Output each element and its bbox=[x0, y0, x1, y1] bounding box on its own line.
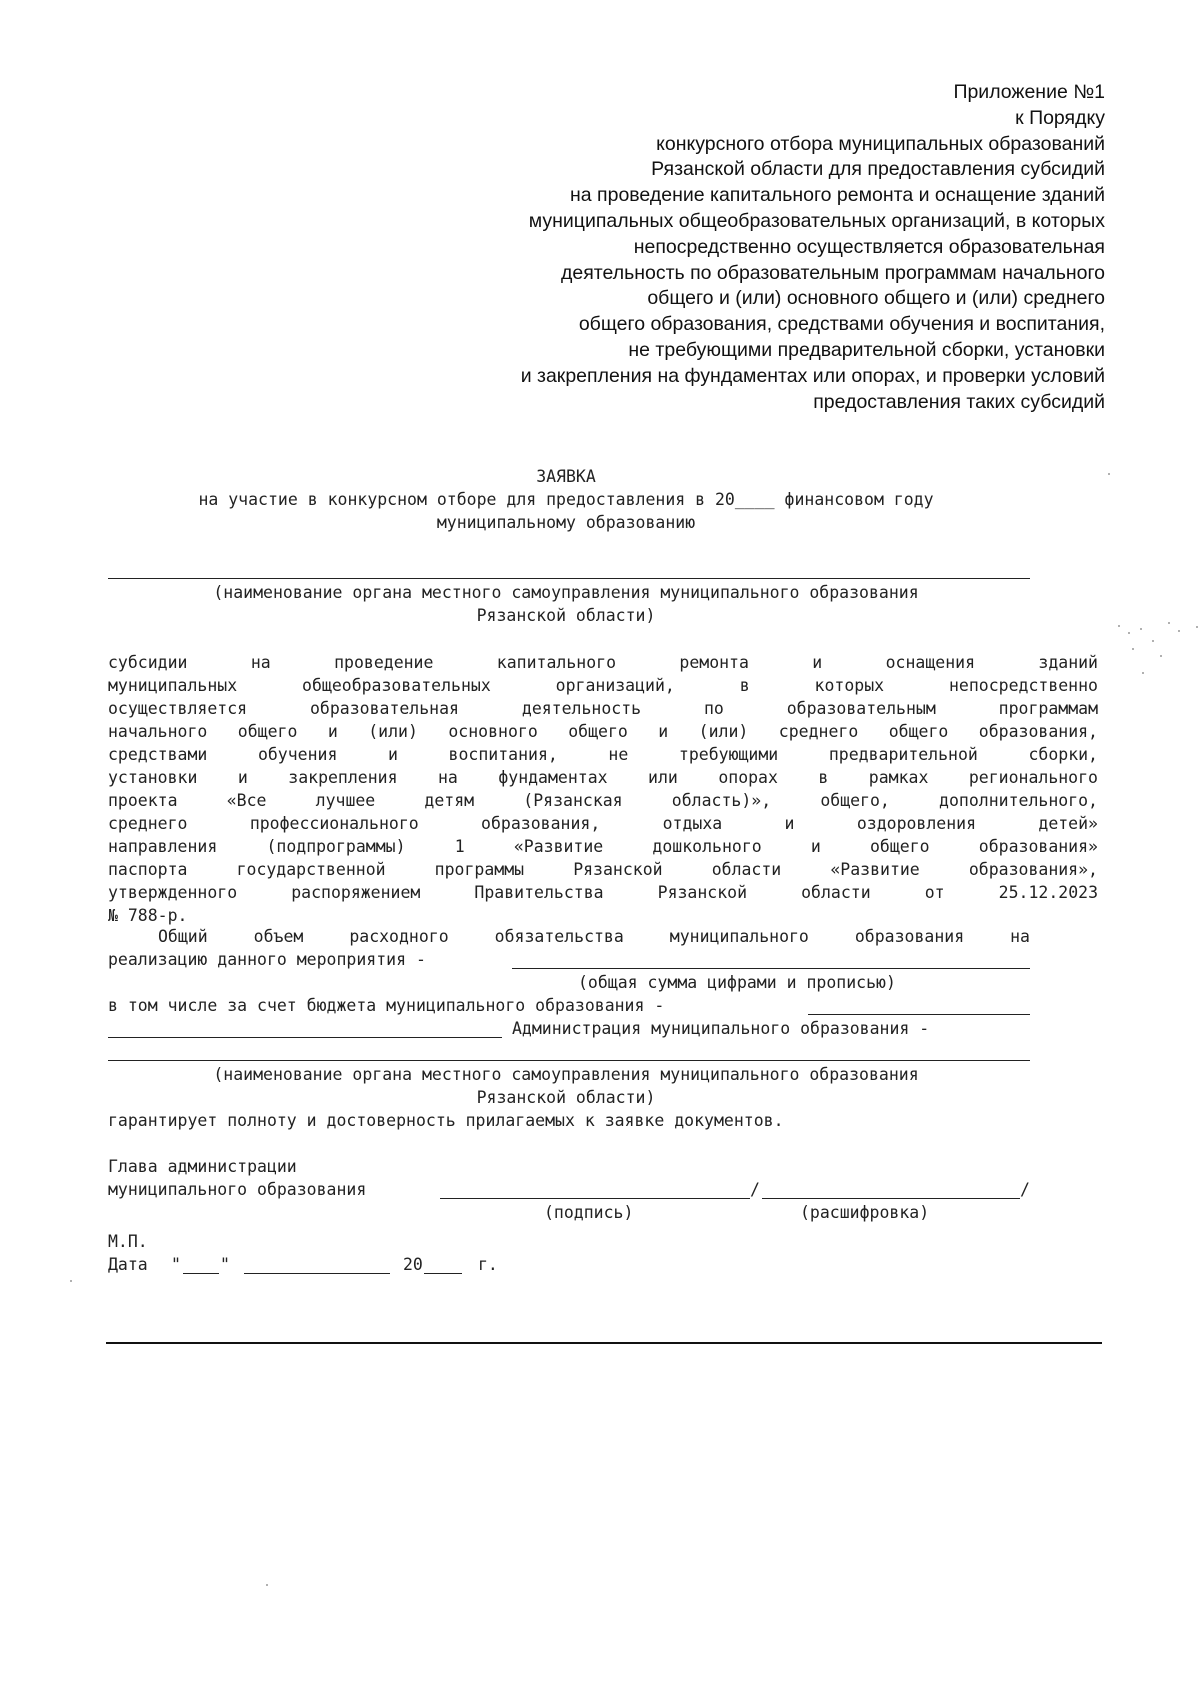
header-line: муниципальных общеобразовательных организаций, в которых bbox=[528, 209, 1105, 232]
sign-caption: (подпись) bbox=[544, 1203, 634, 1222]
header-line: общего образования, средствами обучения и воспитания, bbox=[578, 313, 1105, 336]
date-label: Дата bbox=[108, 1255, 148, 1274]
body-line: начального общего и (или) основного общего и (или) среднего общего образования, bbox=[108, 722, 1098, 741]
org-caption-2-line-1: (наименование органа местного самоуправления муниципального образования bbox=[213, 1065, 919, 1084]
date-quote-open: " bbox=[171, 1255, 181, 1274]
signature-field-line[interactable] bbox=[440, 1198, 750, 1199]
body-line: осуществляется образовательная деятельность по образовательным программам bbox=[108, 699, 1098, 718]
scan-speck bbox=[1132, 648, 1134, 650]
date-day-field-line[interactable] bbox=[183, 1273, 219, 1274]
signature-title-line-1: Глава администрации bbox=[108, 1157, 297, 1176]
scan-speck bbox=[1168, 622, 1170, 624]
header-line: непосредственно осуществляется образовательная bbox=[633, 235, 1105, 258]
total-amount-field-line[interactable] bbox=[512, 968, 1030, 969]
body-line: утвержденного распоряжением Правительства Рязанской области от 25.12.2023 bbox=[108, 883, 1098, 902]
scan-speck bbox=[1118, 625, 1120, 627]
header-line: не требующими предварительной сборки, установки bbox=[628, 338, 1105, 361]
volume-line: Общий объем расходного обязательства муниципального образования на bbox=[158, 927, 1030, 946]
header-line: Приложение №1 bbox=[953, 81, 1105, 103]
title-line-1: на участие в конкурсном отборе для предоставления в 20____ финансовом году bbox=[198, 490, 934, 509]
volume-prefix: реализацию данного мероприятия - bbox=[108, 950, 426, 969]
body-line: среднего профессионального образования, отдыха и оздоровления детей» bbox=[108, 814, 1098, 833]
scan-speck bbox=[1196, 626, 1198, 628]
body-line: направления (подпрограммы) 1 «Развитие дошкольного и общего образования» bbox=[108, 837, 1098, 856]
org-caption-1-line-2: Рязанской области) bbox=[476, 606, 656, 625]
body-line: средствами обучения и воспитания, не требующими предварительной сборки, bbox=[108, 745, 1098, 764]
body-line: муниципальных общеобразовательных организаций, в которых непосредственно bbox=[108, 676, 1098, 695]
decode-caption: (расшифровка) bbox=[800, 1203, 930, 1222]
org-name-2-field-line[interactable] bbox=[108, 1060, 1030, 1061]
date-year-suffix: г. bbox=[478, 1255, 498, 1274]
scan-speck bbox=[1128, 632, 1130, 634]
header-line: к Порядку bbox=[1015, 106, 1105, 129]
header-line: Рязанской области для предоставления субсидий bbox=[651, 158, 1105, 181]
org-caption-2-line-2: Рязанской области) bbox=[476, 1088, 656, 1107]
volume-caption: (общая сумма цифрами и прописью) bbox=[578, 973, 896, 992]
scan-speck bbox=[1160, 655, 1162, 657]
scan-speck bbox=[266, 1584, 268, 1586]
date-month-field-line[interactable] bbox=[244, 1273, 390, 1274]
budget-prefix: в том числе за счет бюджета муниципального образования - bbox=[108, 996, 665, 1015]
admin-prefix-field-line[interactable] bbox=[108, 1037, 502, 1038]
header-line: общего и (или) основного общего и (или) среднего bbox=[647, 287, 1105, 310]
body-last-line: № 788-р. bbox=[108, 906, 188, 925]
scan-speck bbox=[1140, 628, 1142, 630]
name-decode-field-line[interactable] bbox=[762, 1198, 1020, 1199]
date-quote-close: " bbox=[220, 1255, 230, 1274]
header-line: предоставления таких субсидий bbox=[813, 390, 1105, 413]
scan-speck bbox=[1108, 473, 1110, 475]
date-year-field-line[interactable] bbox=[424, 1273, 462, 1274]
bottom-divider bbox=[106, 1342, 1102, 1344]
document-title: ЗАЯВКА bbox=[536, 467, 596, 486]
body-line: проекта «Все лучшее детям (Рязанская область)», общего, дополнительного, bbox=[108, 791, 1098, 810]
org-caption-1-line-1: (наименование органа местного самоуправления муниципального образования bbox=[213, 583, 919, 602]
header-line: конкурсного отбора муниципальных образований bbox=[656, 132, 1105, 155]
date-year-prefix: 20 bbox=[403, 1255, 423, 1274]
scan-speck bbox=[1142, 672, 1144, 674]
title-line-2: муниципальному образованию bbox=[436, 513, 696, 532]
signature-slash-2: / bbox=[1020, 1180, 1030, 1199]
scan-speck bbox=[70, 1280, 72, 1282]
scan-speck bbox=[1178, 630, 1180, 632]
scan-speck bbox=[1152, 640, 1154, 642]
admin-text: Администрация муниципального образования - bbox=[512, 1019, 930, 1038]
budget-amount-field-line[interactable] bbox=[808, 1014, 1030, 1015]
signature-title-line-2: муниципального образования bbox=[108, 1180, 367, 1199]
body-line: паспорта государственной программы Рязанской области «Развитие образования», bbox=[108, 860, 1098, 879]
header-line: на проведение капитального ремонта и оснащение зданий bbox=[570, 184, 1105, 207]
appendix-header bbox=[405, 80, 1105, 415]
body-paragraph bbox=[108, 651, 1098, 927]
body-line: установки и закрепления на фундаментах или опорах в рамках регионального bbox=[108, 768, 1098, 787]
header-line: и закрепления на фундаментах или опорах, и проверки условий bbox=[520, 364, 1105, 387]
header-line: деятельность по образовательным программам начального bbox=[561, 261, 1105, 284]
signature-slash-1: / bbox=[750, 1180, 760, 1199]
body-line: субсидии на проведение капитального ремонта и оснащения зданий bbox=[108, 653, 1098, 672]
guarantee-text: гарантирует полноту и достоверность прилагаемых к заявке документов. bbox=[108, 1111, 784, 1130]
stamp-label: М.П. bbox=[108, 1232, 148, 1251]
org-name-field-line bbox=[108, 578, 1030, 579]
